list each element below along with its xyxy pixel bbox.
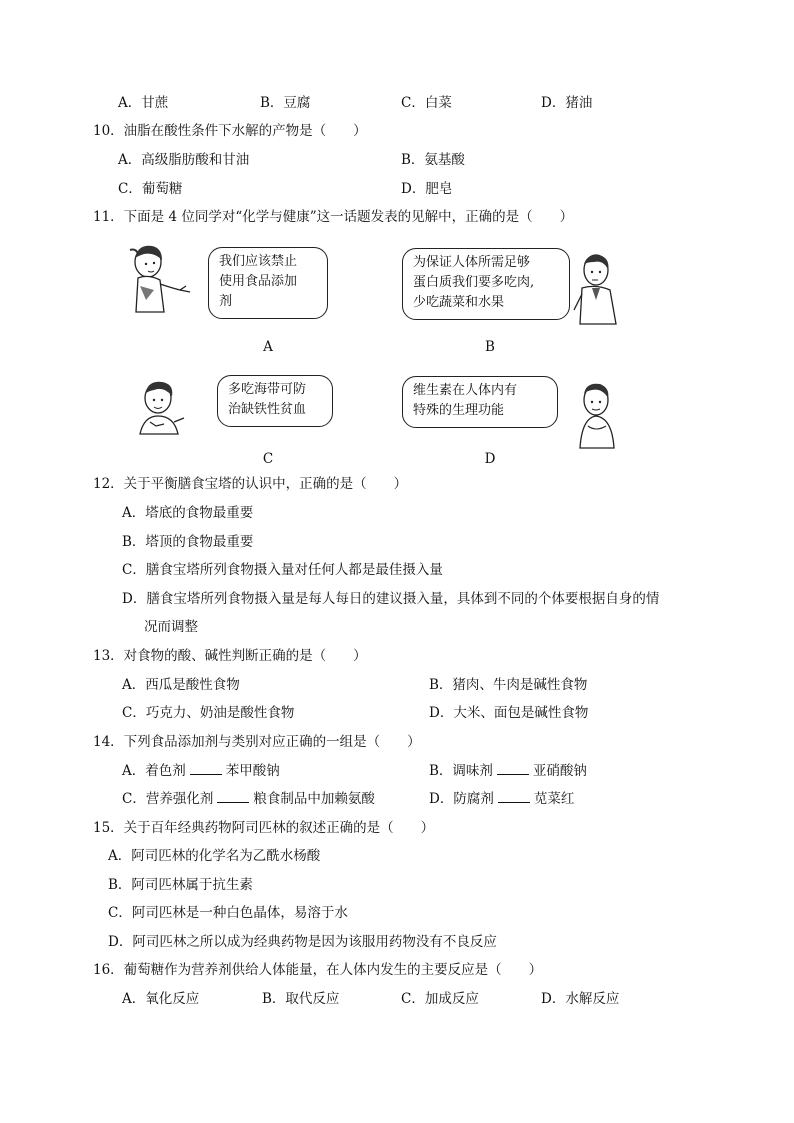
speech-bubble-b: 为保证人体所需足够 蛋白质我们要多吃肉, 少吃蔬菜和水果 <box>402 248 570 320</box>
q11-stem: 11．下面是 4 位同学对“化学与健康”这一话题发表的见解中，正确的是（ ） <box>93 209 574 225</box>
q9-option-a: A．甘蔗 <box>118 95 169 111</box>
q12-option-d: D．膳食宝塔所列食物摄入量是每人每日的建议摄入量，具体到不同的个体要根据自身的情 <box>122 591 660 607</box>
q15-option-a: A．阿司匹林的化学名为乙酰水杨酸 <box>108 848 321 864</box>
caption-a: A <box>263 339 273 355</box>
q16-option-b: B．取代反应 <box>262 991 340 1007</box>
q12-option-b: B．塔顶的食物最重要 <box>122 534 254 550</box>
q9-option-d: D．猪油 <box>541 95 593 111</box>
q13-option-a: A．西瓜是酸性食物 <box>122 677 240 693</box>
q12-option-d-continued: 况而调整 <box>144 619 198 635</box>
q13-stem: 13．对食物的酸、碱性判断正确的是（ ） <box>93 648 367 664</box>
q13-option-d: D．大米、面包是碱性食物 <box>429 705 589 721</box>
q12-stem: 12．关于平衡膳食宝塔的认识中，正确的是（ ） <box>93 476 408 492</box>
caption-d: D <box>484 451 496 467</box>
caption-c: C <box>262 451 274 467</box>
speech-bubble-a: 我们应该禁止 使用食品添加 剂 <box>208 247 328 319</box>
answer-blank <box>190 764 222 775</box>
q15-option-b: B．阿司匹林属于抗生素 <box>108 877 253 893</box>
answer-blank <box>498 792 530 803</box>
q10-option-b: B．氨基酸 <box>401 152 465 168</box>
q16-option-a: A．氧化反应 <box>122 991 200 1007</box>
q12-option-a: A．塔底的食物最重要 <box>122 505 254 521</box>
boy-figure-b <box>568 250 628 330</box>
answer-blank <box>497 764 529 775</box>
q14-option-d: D．防腐剂 苋菜红 <box>429 791 575 807</box>
speech-bubble-c: 多吃海带可防 治缺铁性贫血 <box>217 375 333 427</box>
q16-option-c: C．加成反应 <box>401 991 479 1007</box>
q15-stem: 15．关于百年经典药物阿司匹林的叙述正确的是（ ） <box>93 820 435 836</box>
q14-stem: 14．下列食品添加剂与类别对应正确的一组是（ ） <box>93 734 421 750</box>
q15-option-d: D．阿司匹林之所以成为经典药物是因为该服用药物没有不良反应 <box>108 934 497 950</box>
speech-bubble-d: 维生素在人体内有 特殊的生理功能 <box>402 376 558 428</box>
q14-option-a: A．着色剂 苯甲酸钠 <box>122 763 280 779</box>
q12-option-c: C．膳食宝塔所列食物摄入量对任何人都是最佳摄入量 <box>122 562 443 578</box>
caption-b: B <box>485 339 495 355</box>
q9-option-c: C．白菜 <box>401 95 452 111</box>
q10-option-a: A．高级脂肪酸和甘油 <box>118 152 250 168</box>
answer-blank <box>217 792 249 803</box>
q13-option-b: B．猪肉、牛肉是碱性食物 <box>429 677 588 693</box>
q13-option-c: C．巧克力、奶油是酸性食物 <box>122 705 295 721</box>
q10-option-c: C．葡萄糖 <box>118 181 183 197</box>
q16-stem: 16．葡萄糖作为营养剂供给人体能量，在人体内发生的主要反应是（ ） <box>93 962 543 978</box>
q9-option-b: B．豆腐 <box>260 95 311 111</box>
q16-option-d: D．水解反应 <box>541 991 620 1007</box>
q14-option-b: B．调味剂 亚硝酸钠 <box>429 763 587 779</box>
q15-option-c: C．阿司匹林是一种白色晶体，易溶于水 <box>108 905 348 921</box>
q10-option-d: D．肥皂 <box>401 181 453 197</box>
q14-option-c: C．营养强化剂 粮食制品中加赖氨酸 <box>122 791 375 807</box>
boy-figure-c <box>134 378 194 436</box>
q10-stem: 10．油脂在酸性条件下水解的产物是（ ） <box>93 123 367 139</box>
girl-figure-a <box>124 240 204 320</box>
boy-figure-d <box>568 380 624 450</box>
